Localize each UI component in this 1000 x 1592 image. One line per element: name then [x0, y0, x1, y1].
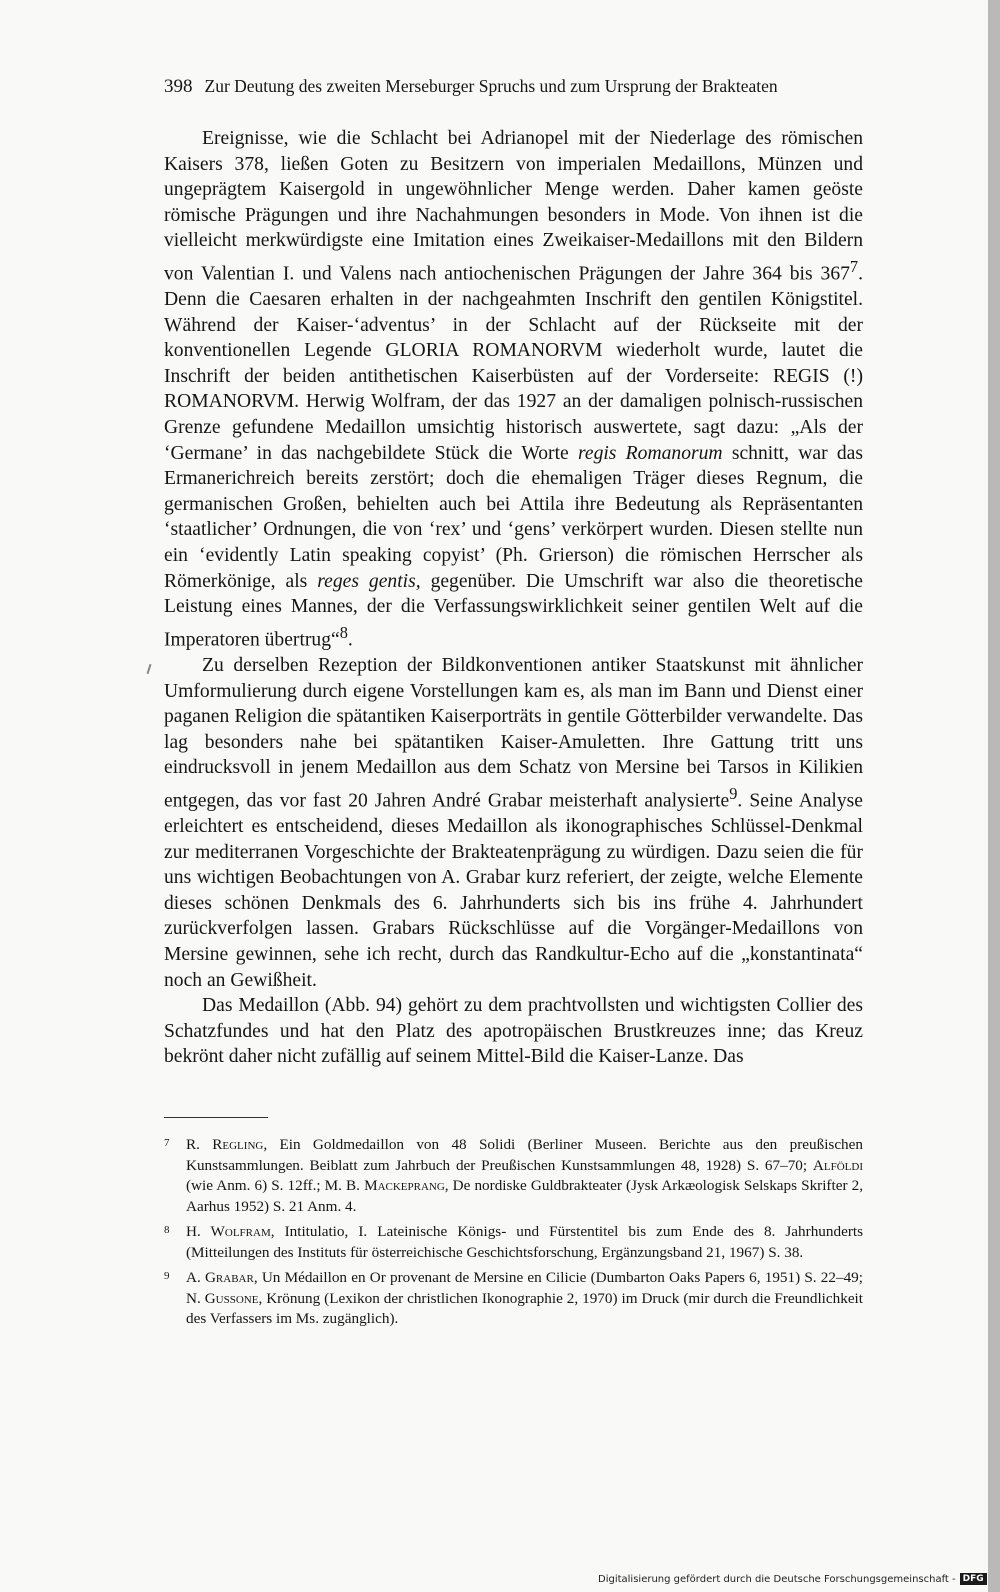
dfg-logo-icon[interactable]: DFG	[960, 1573, 987, 1585]
italic-run: reges gentis,	[317, 570, 421, 592]
footnote-number: 7	[164, 1137, 170, 1149]
footnote-number: 9	[164, 1270, 170, 1282]
footnote-rule	[164, 1117, 268, 1118]
footnote-8	[164, 1220, 863, 1263]
author-name: Alföldi	[812, 1156, 863, 1174]
text-run: , Ein Goldmedaillon von 48 Solidi (Berliner Museen. Berichte aus den preußischen Kunstsammlungen. Beiblatt zum Jahrbuch der Preußischen Kunstsammlungen 48, 1928) S. 67–70;	[186, 1136, 863, 1174]
text-run: , De nordiske Guldbrakteater (Jysk Arkæologisk Selskaps Skrifter 2, Aarhus 1952) S. 21 Anm. 4.	[186, 1177, 863, 1215]
italic-run: regis Romanorum	[577, 442, 723, 464]
text-run: Ereignisse, wie die Schlacht bei Adrianopel mit der Niederlage des römischen Kaisers 378, ließen Goten zu Besitzern von imperialen Medaillons, Münzen und ungeprägtem Kaisergold in ungewöhnlicher Menge werden. Daher kamen geöste römische Prägungen und ihre Nachahmungen besonders in Mode. Von ihnen ist die vielleicht merkwürdigste eine Imitation eines Zweikaiser-Medaillons mit den Bildern von Valentian I. und Valens nach antiochenischen Prägungen der Jahre 364 bis 367	[164, 128, 863, 285]
text-run: . Seine Analyse erleichtert es entscheidend, dieses Medaillon als ikonographisches Schlüssel-Denkmal zur mediterranen Vorgeschichte der Brakteatenprägung zu würdigen. Dazu seien die für uns wichtigen Beobachtungen von A. Grabar kurz referiert, der zeigte, welche Elemente dieses schönen Denkmals des 6. Jahrhunderts sich bis ins frühe 4. Jahrhundert zurückverfolgen lassen. Grabars Rückschlüsse auf die Vorgänger-Medaillons von Mersine gewinnen, sehe ich recht, durch das Randkultur-Echo auf die „konstantinata“ noch an Gewißheit.	[164, 790, 863, 991]
author-name: H. Wolfram	[186, 1223, 271, 1240]
text-run: schnitt, war das Ermanerichreich bereits zerstört; doch die ehemaligen Träger dieses Regnum, die germanischen Großen, behielten auch bei Attila ihre Bedeutung als Repräsentanten ‘staatlicher’ Ordnungen, die von ‘rex’ und ‘gens’ verkörpert wurden. Diesen stellte nun ein ‘evidently Latin speaking copyist’ (Ph. Grierson) die römischen Herrscher als Römerkönige, als	[164, 442, 863, 592]
text-run: , Krönung (Lexikon der christlichen Ikonographie 2, 1970) im Druck (mir durch die Freundlichkeit des Verfassers im Ms. zugänglich).	[186, 1289, 863, 1327]
author-name: Gussone	[204, 1289, 259, 1307]
author-name: A. Grabar	[186, 1269, 254, 1286]
scan-edge	[988, 0, 1000, 1592]
credit-text: Digitalisierung gefördert durch die Deutsche Forschungsgemeinschaft -	[598, 1574, 956, 1585]
digitization-credit	[598, 1573, 987, 1585]
footnote-9	[164, 1266, 863, 1330]
main-text	[164, 126, 863, 1070]
paragraph-2	[164, 653, 863, 993]
footnotes	[164, 1133, 863, 1333]
text-run: gegenüber. Die Umschrift war also die theoretische Leistung eines Mannes, der die Verfassungswirklichkeit seiner gentilen Welt auf die Imperatoren übertrug“	[164, 570, 863, 651]
footnote-ref-8[interactable]: 8	[339, 622, 348, 642]
text-run: , Intitulatio, I. Lateinische Königs- und Fürstentitel bis zum Ende des 8. Jahrhunderts (Mitteilungen des Instituts für österreichische Geschichtsforschung, Ergänzungsband 21, 1967) S. 38.	[186, 1223, 864, 1261]
text-run: Zu derselben Rezeption der Bildkonventionen antiker Staatskunst mit ähnlicher Umformulierung durch eigene Vorstellungen kam es, als man im Bann und Dienst einer paganen Religion die spätantiken Kaiserporträts in gentile Götterbilder verwandelte. Das lag besonders nahe bei spätantiken Kaiser-Amuletten. Ihre Gattung tritt uns eindrucksvoll in jenem Medaillon aus dem Schatz von Mersine bei Tarsos in Kilikien entgegen, das vor fast 20 Jahren André Grabar meisterhaft analysierte	[164, 654, 863, 812]
text-run: .	[347, 629, 353, 651]
footnote-number: 8	[164, 1224, 170, 1236]
text-run: . Denn die Caesaren erhalten in der nachgeahmten Inschrift den gentilen Königstitel. Während der Kaiser-‘adventus’ in der Schlacht auf der Rückseite mit der konventionellen Legende GLORIA ROMANORVM wiederholt wurde, lautet die Inschrift der beiden antithetischen Kaiserbüsten auf der Vorderseite: REGIS (!) ROMANORVM. Herwig Wolfram, der das 1927 an der damaligen polnisch-russischen Grenze gefundene Medaillon umsichtig historisch auswertete, sagt dazu: „Als der ‘Germane’ in das nachgebildete Stück die Worte	[164, 263, 863, 464]
page-number: 398	[164, 76, 193, 97]
running-head	[164, 76, 864, 98]
footnote-ref-7[interactable]: 7	[849, 256, 859, 276]
author-name: R. Regling	[186, 1136, 264, 1153]
running-title: Zur Deutung des zweiten Merseburger Spruchs und zum Ursprung der Brakteaten	[204, 76, 778, 96]
scan-mark	[147, 664, 152, 674]
paragraph-3	[164, 993, 863, 1070]
footnote-7	[164, 1133, 863, 1217]
author-name: Mackeprang	[364, 1177, 445, 1194]
text-run: (wie Anm. 6) S. 12ff.; M. B.	[186, 1177, 365, 1194]
text-run: , Un Médaillon en Or provenant de Mersine en Cilicie (Dumbarton Oaks Papers 6, 1951) S. 22–49; N.	[186, 1269, 863, 1307]
text-run: Das Medaillon (Abb. 94) gehört zu dem prachtvollsten und wichtigsten Collier des Schatzfundes und hat den Platz des apotropäischen Brustkreuzes inne; das Kreuz bekrönt daher nicht zufällig auf seinem Mittel-Bild die Kaiser-Lanze. Das	[164, 995, 863, 1068]
paragraph-1	[164, 126, 863, 653]
footnote-ref-9[interactable]: 9	[729, 783, 738, 803]
